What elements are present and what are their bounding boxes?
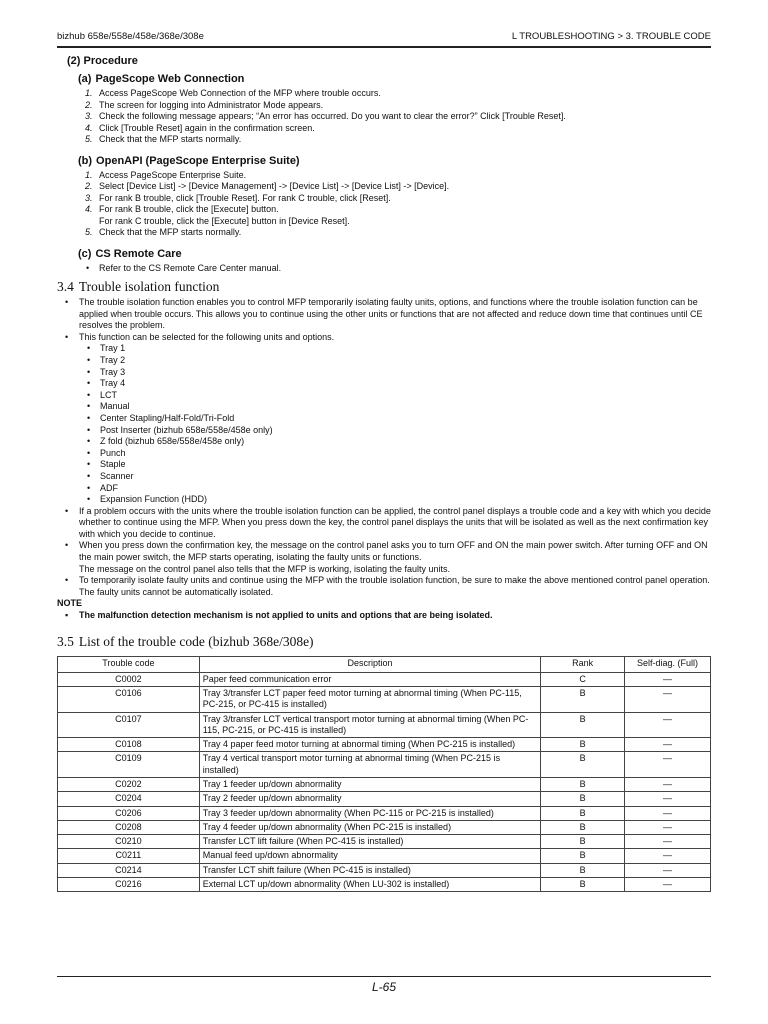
col-header: Trouble code bbox=[58, 656, 200, 672]
cell-desc: Tray 3/transfer LCT paper feed motor turning at abnormal timing (When PC-115, PC-215, or PC-415 is installed) bbox=[199, 686, 540, 712]
procedure-step: 1. Access PageScope Web Connection of the MFP where trouble occurs. bbox=[85, 88, 381, 98]
procedure-step: 3. For rank B trouble, click [Trouble Reset]. For rank C trouble, click [Reset]. bbox=[85, 192, 391, 203]
procedure-heading: (2) Procedure bbox=[67, 55, 138, 67]
cell-desc: Tray 1 feeder up/down abnormality bbox=[199, 778, 540, 792]
procedure-bullets bbox=[57, 263, 711, 275]
paragraph: • If a problem occurs with the units where the trouble isolation function can be applied, the control panel displays a trouble code and a key with which you decide whether to continue using the MFP. When you press down the key, the control panel displays the units that will be isolated as well as the next confirmation key with which you decide to continue. bbox=[79, 506, 711, 541]
cell-rank: B bbox=[541, 835, 625, 849]
cell-desc: Tray 3 feeder up/down abnormality (When PC-115 or PC-215 is installed) bbox=[199, 806, 540, 820]
cell-sd: — bbox=[625, 835, 711, 849]
unit-item: • ADF bbox=[100, 483, 711, 495]
procedure-step: 5. Check that the MFP starts normally. bbox=[85, 227, 242, 237]
cell-code: C0214 bbox=[58, 863, 200, 877]
cell-code: C0216 bbox=[58, 878, 200, 892]
procedure-step: 3. Check the following message appears; “An error has occurred. Do you want to clear the error?” Click [Trouble Reset]. bbox=[85, 111, 566, 121]
paragraph: • The trouble isolation function enables you to control MFP temporarily isolating faulty units, options, and functions where the trouble isolation function can be applied when trouble occurs. This allows you to continue using the other units or functions that are not affected and reduce down time that continues until CE resolves the problem. bbox=[79, 297, 711, 332]
cell-code: C0002 bbox=[58, 672, 200, 686]
table-row bbox=[58, 849, 711, 863]
procedure-subsections bbox=[57, 73, 711, 274]
cell-desc: External LCT up/down abnormality (When LU-302 is installed) bbox=[199, 878, 540, 892]
cell-rank: B bbox=[541, 712, 625, 738]
cell-code: C0208 bbox=[58, 820, 200, 834]
cell-desc: Transfer LCT shift failure (When PC-415 is installed) bbox=[199, 863, 540, 877]
cell-code: C0204 bbox=[58, 792, 200, 806]
table-row bbox=[58, 738, 711, 752]
page-number: L-65 bbox=[57, 976, 711, 994]
cell-desc: Transfer LCT lift failure (When PC-415 is installed) bbox=[199, 835, 540, 849]
unit-item: • Tray 3 bbox=[100, 367, 711, 379]
paragraph: • This function can be selected for the following units and options. • Tray 1 • Tray 2 • Tray 3 • Tray 4 • LCT • Manual • Center Stapling/Half-Fold/Tri-Fold • Post Inserter (bizhub 658e/558e/458e only) • Z fold (bizhub 658e/558e/458e only) • Punch • Staple • Scanner • ADF • Expansion Function (HDD) bbox=[79, 332, 711, 506]
unit-item: • Tray 1 bbox=[100, 343, 711, 355]
cell-desc: Paper feed communication error bbox=[199, 672, 540, 686]
cell-code: C0211 bbox=[58, 849, 200, 863]
subsection-heading: (c) CS Remote Care bbox=[78, 247, 182, 260]
procedure-step: 1. Access PageScope Enterprise Suite. bbox=[85, 169, 247, 180]
unit-item: • Punch bbox=[100, 448, 711, 460]
cell-code: C0107 bbox=[58, 712, 200, 738]
table-row bbox=[58, 686, 711, 712]
cell-rank: B bbox=[541, 878, 625, 892]
cell-desc: Manual feed up/down abnormality bbox=[199, 849, 540, 863]
unit-item: • Tray 2 bbox=[100, 355, 711, 367]
isolation-paragraphs bbox=[57, 297, 711, 598]
table-row bbox=[58, 712, 711, 738]
col-header: Rank bbox=[541, 656, 625, 672]
note-text: ▪ The malfunction detection mechanism is not applied to units and options that are being isolated. bbox=[57, 610, 711, 622]
unit-item: • Expansion Function (HDD) bbox=[100, 494, 711, 506]
cell-desc: Tray 2 feeder up/down abnormality bbox=[199, 792, 540, 806]
unit-item: • Tray 4 bbox=[100, 378, 711, 390]
unit-item: • Manual bbox=[100, 401, 711, 413]
subsection-heading: (b) OpenAPI (PageScope Enterprise Suite) bbox=[78, 154, 300, 167]
cell-rank: B bbox=[541, 849, 625, 863]
table-row bbox=[58, 835, 711, 849]
procedure-step: 2. Select [Device List] -> [Device Management] -> [Device List] -> [Device List] -> [Device]. bbox=[85, 181, 450, 191]
cell-sd: — bbox=[625, 863, 711, 877]
cell-sd: — bbox=[625, 738, 711, 752]
cell-rank: B bbox=[541, 820, 625, 834]
header-model: bizhub 658e/558e/458e/368e/308e bbox=[57, 31, 204, 42]
cell-code: C0206 bbox=[58, 806, 200, 820]
cell-sd: — bbox=[625, 712, 711, 738]
cell-rank: B bbox=[541, 738, 625, 752]
cell-rank: C bbox=[541, 672, 625, 686]
header-breadcrumb: L TROUBLESHOOTING > 3. TROUBLE CODE bbox=[511, 31, 711, 42]
procedure-step: 2. The screen for logging into Administrator Mode appears. bbox=[85, 99, 324, 110]
cell-rank: B bbox=[541, 752, 625, 778]
cell-rank: B bbox=[541, 778, 625, 792]
table-row bbox=[58, 806, 711, 820]
subsection-heading: (a) PageScope Web Connection bbox=[78, 73, 245, 85]
cell-code: C0106 bbox=[58, 686, 200, 712]
unit-item: • Staple bbox=[100, 459, 711, 471]
cell-rank: B bbox=[541, 792, 625, 806]
unit-item: • Z fold (bizhub 658e/558e/458e only) bbox=[100, 436, 711, 448]
table-body bbox=[58, 672, 711, 892]
page-header bbox=[57, 28, 711, 48]
cell-sd: — bbox=[625, 792, 711, 806]
cell-desc: Tray 4 vertical transport motor turning at abnormal timing (When PC-215 is installed) bbox=[199, 752, 540, 778]
section-3-5-heading: 3.5 List of the trouble code (bizhub 368e/308e) bbox=[57, 633, 314, 649]
cell-desc: Tray 4 paper feed motor turning at abnormal timing (When PC-215 is installed) bbox=[199, 738, 540, 752]
cell-sd: — bbox=[625, 806, 711, 820]
procedure-steps bbox=[57, 170, 711, 239]
note-label: NOTE bbox=[57, 598, 83, 609]
unit-item: • Scanner bbox=[100, 471, 711, 483]
procedure-step: 4. For rank B trouble, click the [Execute] button. For rank C trouble, click the [Execute] button in [Device Reset]. bbox=[85, 204, 350, 226]
cell-desc: Tray 4 feeder up/down abnormality (When PC-215 is installed) bbox=[199, 820, 540, 834]
cell-sd: — bbox=[625, 778, 711, 792]
procedure-step: 5. Check that the MFP starts normally. bbox=[85, 134, 242, 144]
table-row bbox=[58, 820, 711, 834]
table-row bbox=[58, 672, 711, 686]
table-row bbox=[58, 778, 711, 792]
cell-sd: — bbox=[625, 752, 711, 778]
trouble-code-table bbox=[57, 656, 711, 893]
cell-sd: — bbox=[625, 820, 711, 834]
unit-item: • Post Inserter (bizhub 658e/558e/458e only) bbox=[100, 425, 711, 437]
cell-desc: Tray 3/transfer LCT vertical transport motor turning at abnormal timing (When PC-115, PC-215, or PC-415 is installed) bbox=[199, 712, 540, 738]
bullet-item: • Refer to the CS Remote Care Center manual. bbox=[99, 263, 711, 275]
table-row bbox=[58, 792, 711, 806]
cell-sd: — bbox=[625, 672, 711, 686]
table-header-row bbox=[58, 656, 711, 672]
page-content bbox=[57, 55, 711, 892]
cell-code: C0202 bbox=[58, 778, 200, 792]
col-header: Self-diag. (Full) bbox=[625, 656, 711, 672]
cell-sd: — bbox=[625, 849, 711, 863]
units-list bbox=[79, 343, 711, 505]
cell-code: C0210 bbox=[58, 835, 200, 849]
table-row bbox=[58, 878, 711, 892]
cell-sd: — bbox=[625, 686, 711, 712]
procedure-step: 4. Click [Trouble Reset] again in the confirmation screen. bbox=[85, 122, 315, 133]
paragraph: • To temporarily isolate faulty units and continue using the MFP with the trouble isolation function, be sure to make the above mentioned control panel operation. The faulty units cannot be automatically isolated. bbox=[79, 575, 711, 598]
col-header: Description bbox=[199, 656, 540, 672]
cell-code: C0109 bbox=[58, 752, 200, 778]
cell-rank: B bbox=[541, 686, 625, 712]
cell-rank: B bbox=[541, 806, 625, 820]
unit-item: • Center Stapling/Half-Fold/Tri-Fold bbox=[100, 413, 711, 425]
procedure-steps bbox=[57, 88, 711, 146]
paragraph: • When you press down the confirmation key, the message on the control panel asks you to turn OFF and ON the main power switch. After turning OFF and ON the main power switch, the MFP starts operating, isolating the faulty units or functions. The message on the control panel also tells that the MFP is working, isolating the faulty units. bbox=[79, 540, 711, 575]
cell-rank: B bbox=[541, 863, 625, 877]
table-row bbox=[58, 863, 711, 877]
section-3-4-heading: 3.4 Trouble isolation function bbox=[57, 279, 220, 294]
unit-item: • LCT bbox=[100, 390, 711, 402]
cell-code: C0108 bbox=[58, 738, 200, 752]
table-row bbox=[58, 752, 711, 778]
cell-sd: — bbox=[625, 878, 711, 892]
